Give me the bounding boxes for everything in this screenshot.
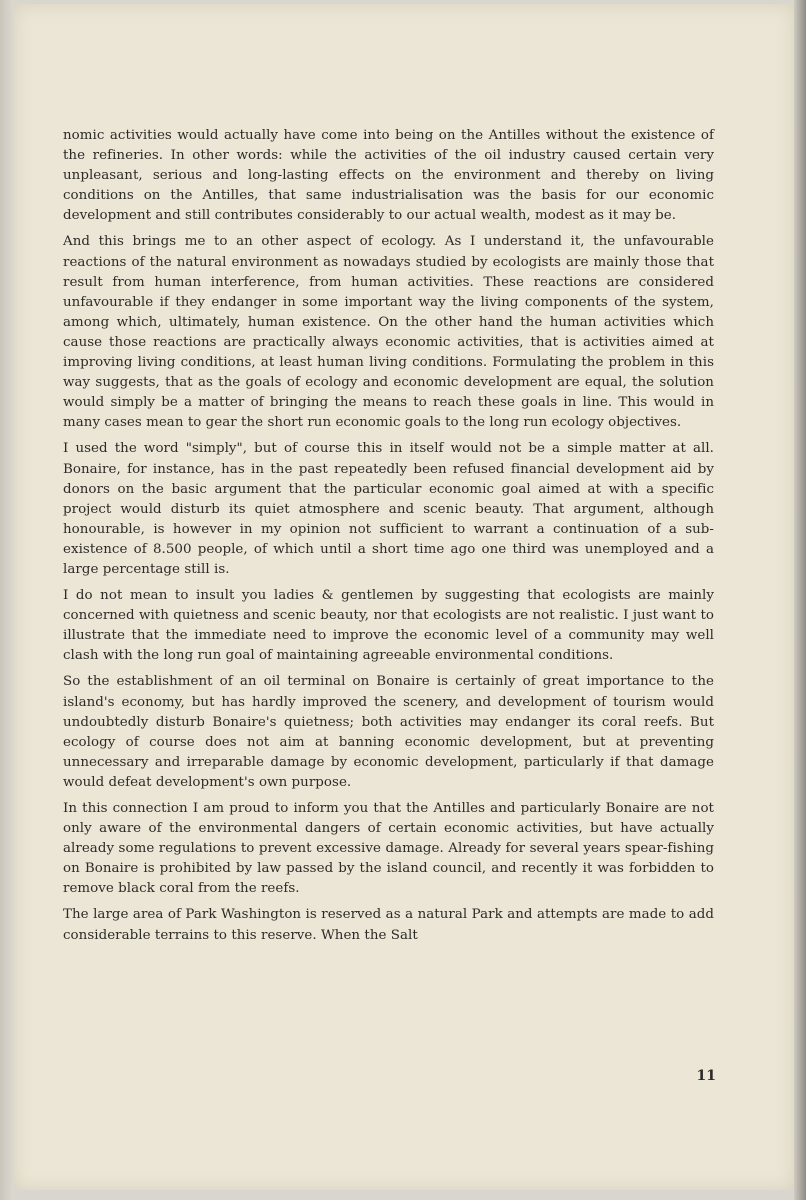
paragraph-4: I do not mean to insult you ladies & gentlemen by suggesting that ecologists are mainly concerned with quietness and scenic beauty, nor that ecologists are not realistic. I just want to illustrate that the immediate need to improve the economic level of a community may well clash with the long run goal of maintaining agreeable environmental conditions. [63,588,714,664]
paragraph-3: I used the word "simply", but of course this in itself would not be a simple matter at all. Bonaire, for instance, has in the past repeatedly been refused financial development aid by donors on the basic argument that the particular economic goal aimed at with a specific project would disturb its quiet atmosphere and scenic beauty. That argument, although honourable, is however in my opinion not sufficient to warrant a continuation of a sub-existence of 8.500 people, of which until a short time ago one third was unemployed and a large percentage still is. [63,441,714,577]
body-text [63,126,714,952]
paragraph-1: nomic activities would actually have come into being on the Antilles without the existence of the refineries. In other words: while the activities of the oil industry caused certain very unpleasant, serious and long-lasting effects on the environment and thereby on living conditions on the Antilles, that same industrialisation was the basis for our economic development and still contributes considerably to our actual wealth, modest as it may be. [63,128,714,224]
page-edge-right [794,0,806,1200]
paragraph-5: So the establishment of an oil terminal on Bonaire is certainly of great importance to the island's economy, but has hardly improved the scenery, and development of tourism would undoubtedly disturb Bonaire's quietness; both activities may endanger its coral reefs. But ecology of course does not aim at banning economic development, but at preventing unnecessary and irreparable damage by economic development, particularly if that damage would defeat development's own purpose. [63,674,714,790]
page-edge-left [0,0,14,1200]
page-number: 11 [696,1068,716,1084]
paragraph-7: The large area of Park Washington is reserved as a natural Park and attempts are made to add considerable terrains to this reserve. When the Salt [63,907,714,943]
paragraph-2: And this brings me to an other aspect of ecology. As I understand it, the unfavourable reactions of the natural environment as nowadays studied by ecologists are mainly those that result from human interference, from human activities. These reactions are considered unfavourable if they endanger in some important way the living components of the system, among which, ultimately, human existence. On the other hand the human activities which cause those reactions are practically always economic activities, that is activities aimed at improving living conditions, at least human living conditions. Formulating the problem in this way suggests, that as the goals of ecology and economic development are equal, the solution would simply be a matter of bringing the means to reach these goals in line. This would in many cases mean to gear the short run economic goals to the long run ecology objectives. [63,234,714,431]
paragraph-6: In this connection I am proud to inform you that the Antilles and particularly Bonaire are not only aware of the environmental dangers of certain economic activities, but have actually already some regulations to prevent excessive damage. Already for several years spear-fishing on Bonaire is prohibited by law passed by the island council, and recently it was forbidden to remove black coral from the reefs. [63,801,714,897]
